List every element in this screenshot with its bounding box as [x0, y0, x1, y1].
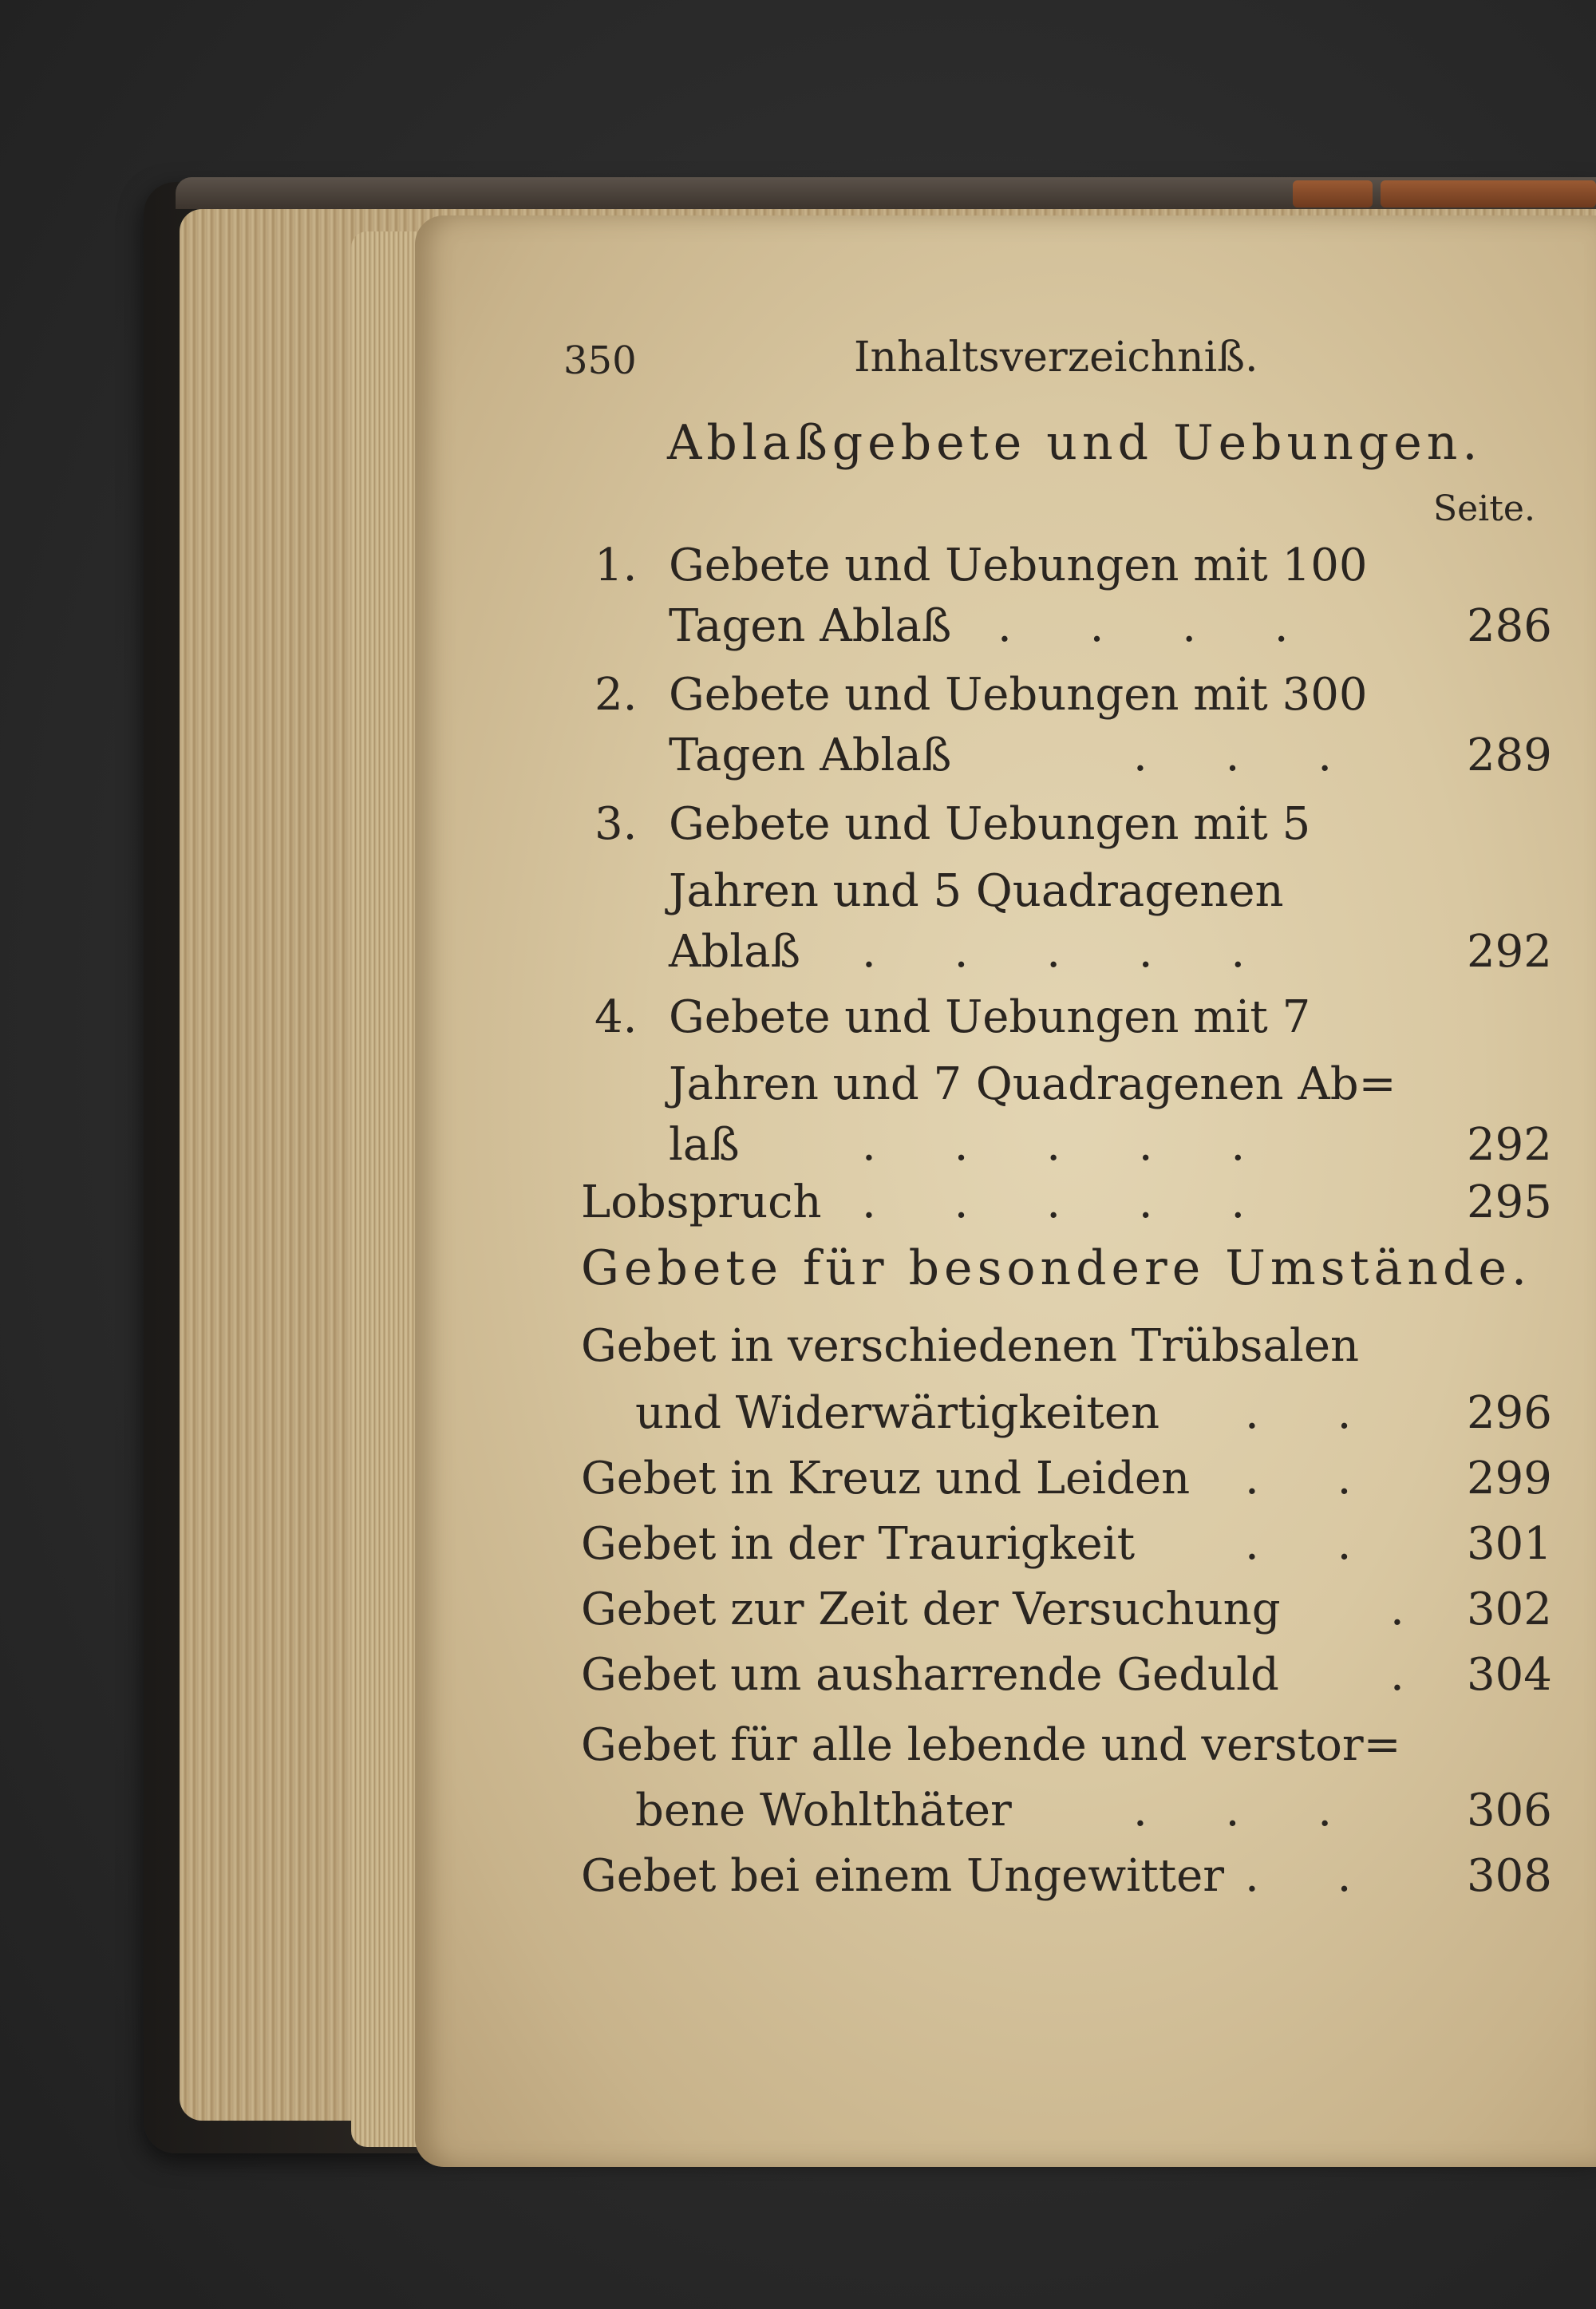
entry-text: laß	[669, 1119, 740, 1171]
entry-number: 4.	[595, 991, 638, 1043]
toc-entry	[0, 798, 1596, 862]
leader-dots: . . . . .	[862, 926, 1278, 978]
entry-text: Gebet zur Zeit der Versuchung	[581, 1583, 1281, 1635]
rust-stain	[1381, 180, 1596, 208]
entry-page: 301	[1467, 1518, 1552, 1570]
section-title: Gebete für besondere Umstände.	[581, 1240, 1532, 1296]
entry-page: 289	[1467, 729, 1552, 781]
toc-entry	[0, 1320, 1596, 1384]
leader-dots: . . . .	[998, 600, 1321, 652]
entry-text: Tagen Ablaß	[669, 729, 952, 781]
leader-dots: . .	[1245, 1850, 1384, 1902]
leader-dots: . .	[1245, 1387, 1384, 1439]
toc-entry-continued	[0, 1058, 1596, 1122]
toc-entry	[0, 1453, 1596, 1516]
toc-entry	[0, 991, 1596, 1055]
leader-dots: . . . . .	[862, 1119, 1278, 1171]
entry-text: Gebete und Uebungen mit 100	[669, 540, 1368, 591]
page-number: 350	[563, 338, 637, 383]
toc-entry-continued	[0, 1119, 1596, 1183]
leader-dots: . . . . .	[862, 1176, 1278, 1228]
entry-number: 2.	[595, 669, 638, 721]
entry-page: 292	[1467, 926, 1552, 978]
entry-page: 292	[1467, 1119, 1552, 1171]
entry-text: Gebet in verschiedenen Trübsalen	[581, 1320, 1360, 1372]
toc-entry	[0, 1518, 1596, 1582]
toc-entry	[0, 1850, 1596, 1914]
entry-page: 308	[1467, 1850, 1552, 1902]
running-title: Inhaltsverzeichniß.	[854, 334, 1258, 382]
entry-text: und Widerwärtigkeiten	[635, 1387, 1160, 1439]
page-column-label: Seite.	[1433, 488, 1535, 529]
entry-text: Gebete und Uebungen mit 300	[669, 669, 1368, 721]
toc-entry-continued	[0, 600, 1596, 664]
toc-entry	[0, 1649, 1596, 1713]
entry-text: Gebet in der Traurigkeit	[581, 1518, 1136, 1570]
toc-entry	[0, 1583, 1596, 1647]
toc-entry-continued	[0, 926, 1596, 990]
entry-page: 295	[1467, 1176, 1552, 1228]
entry-text: Gebet für alle lebende und verstor=	[581, 1719, 1401, 1771]
entry-page: 306	[1467, 1785, 1552, 1837]
entry-text: Gebet bei einem Ungewitter	[581, 1850, 1225, 1902]
leader-dots: . . .	[1133, 1785, 1365, 1837]
entry-number: 1.	[595, 540, 638, 591]
entry-page: 302	[1467, 1583, 1552, 1635]
rust-stain	[1293, 180, 1373, 208]
entry-page: 299	[1467, 1453, 1552, 1504]
toc-entry-continued	[0, 865, 1596, 929]
leader-dots: .	[1390, 1583, 1436, 1635]
entry-number: 3.	[595, 798, 638, 850]
section-title: Ablaßgebete und Uebungen.	[667, 415, 1483, 471]
entry-page: 304	[1467, 1649, 1552, 1701]
toc-entry	[0, 540, 1596, 603]
entry-text: Jahren und 5 Quadragenen	[669, 865, 1284, 917]
entry-text: Jahren und 7 Quadragenen Ab=	[669, 1058, 1396, 1110]
entry-page: 286	[1467, 600, 1552, 652]
toc-entry	[0, 1719, 1596, 1783]
entry-text: Gebete und Uebungen mit 5	[669, 798, 1311, 850]
entry-page: 296	[1467, 1387, 1552, 1439]
toc-entry-continued	[0, 1387, 1596, 1451]
toc-entry-continued	[0, 1785, 1596, 1848]
entry-text: bene Wohlthäter	[635, 1785, 1012, 1837]
leader-dots: . .	[1245, 1518, 1384, 1570]
toc-entry	[0, 669, 1596, 733]
entry-text: Gebet um ausharrende Geduld	[581, 1649, 1279, 1701]
toc-entry-continued	[0, 729, 1596, 793]
entry-text: Lobspruch	[581, 1176, 822, 1228]
leader-dots: . . .	[1133, 729, 1365, 781]
entry-text: Ablaß	[669, 926, 800, 978]
toc-entry	[0, 1176, 1596, 1240]
entry-text: Tagen Ablaß	[669, 600, 952, 652]
entry-text: Gebet in Kreuz und Leiden	[581, 1453, 1191, 1504]
entry-text: Gebete und Uebungen mit 7	[669, 991, 1311, 1043]
leader-dots: .	[1390, 1649, 1436, 1701]
leader-dots: . .	[1245, 1453, 1384, 1504]
